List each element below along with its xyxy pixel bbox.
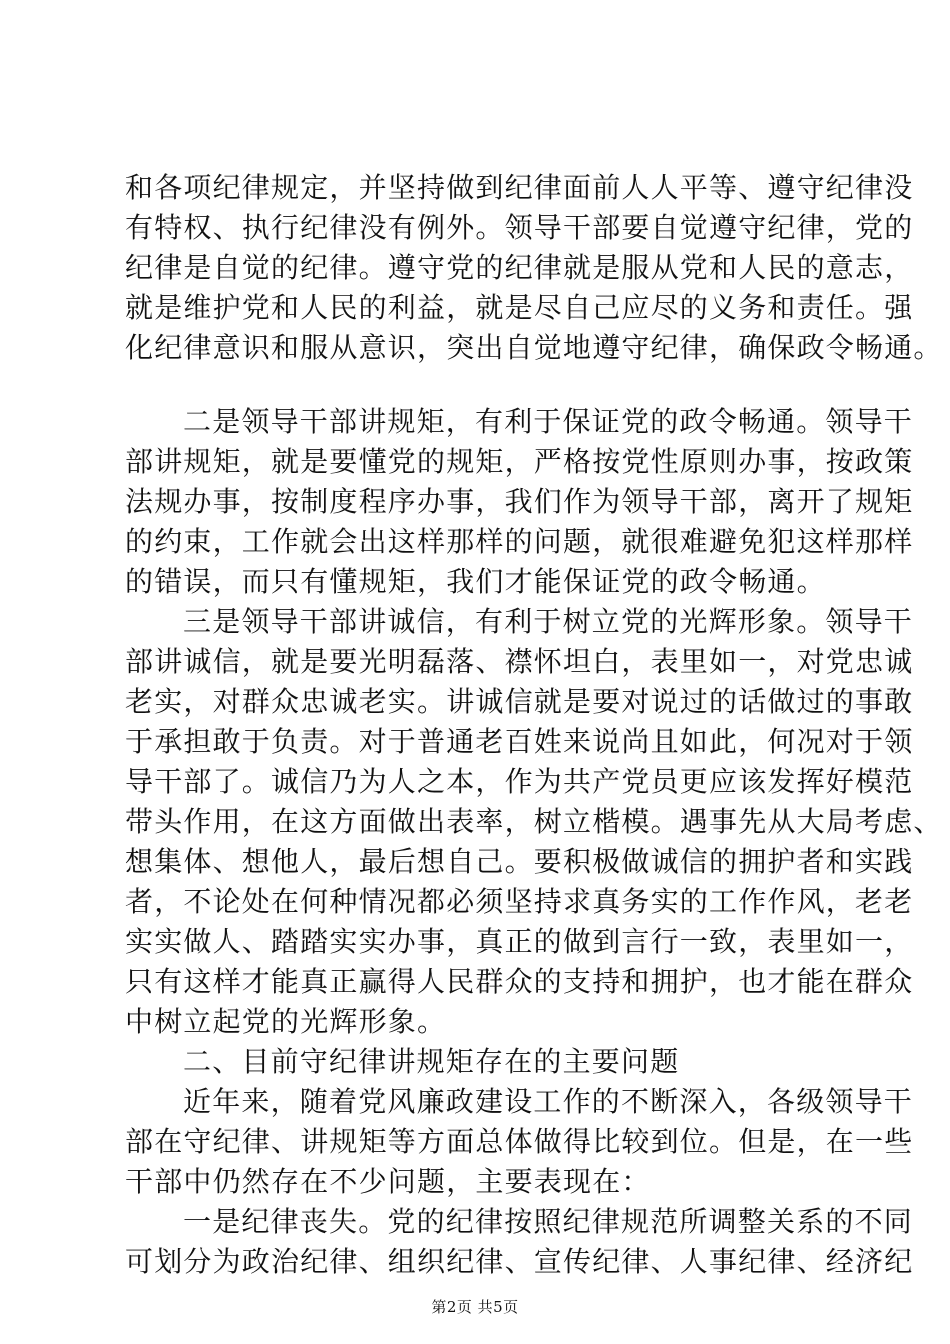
page-footer: 第2页 共5页 <box>431 1298 519 1316</box>
text-line: 只有这样才能真正赢得人民群众的支持和拥护，也才能在群众 <box>125 965 914 998</box>
text-line: 部讲诚信，就是要光明磊落、襟怀坦白，表里如一，对党忠诚 <box>125 645 914 678</box>
text-line: 的错误，而只有懂规矩，我们才能保证党的政令畅通。 <box>125 565 826 598</box>
text-line: 老实，对群众忠诚老实。讲诚信就是要对说过的话做过的事敢 <box>125 685 914 718</box>
text-line: 者，不论处在何种情况都必须坚持求真务实的工作作风，老老 <box>125 885 914 918</box>
text-line: 法规办事，按制度程序办事，我们作为领导干部，离开了规矩 <box>125 485 914 518</box>
text-line: 就是维护党和人民的利益，就是尽自己应尽的义务和责任。强 <box>125 291 914 324</box>
text-line: 实实做人、踏踏实实办事，真正的做到言行一致，表里如一， <box>125 925 914 958</box>
text-line: 中树立起党的光辉形象。 <box>125 1005 447 1038</box>
section-heading: 二、目前守纪律讲规矩存在的主要问题 <box>183 1045 680 1078</box>
text-line: 干部中仍然存在不少问题，主要表现在： <box>125 1165 651 1198</box>
text-line: 化纪律意识和服从意识，突出自觉地遵守纪律，确保政令畅通。 <box>125 331 943 364</box>
text-line: 导干部了。诚信乃为人之本，作为共产党员更应该发挥好模范 <box>125 765 914 798</box>
text-line: 三是领导干部讲诚信，有利于树立党的光辉形象。领导干 <box>183 605 914 638</box>
text-line: 想集体、想他人，最后想自己。要积极做诚信的拥护者和实践 <box>125 845 914 878</box>
text-line: 可划分为政治纪律、组织纪律、宣传纪律、人事纪律、经济纪 <box>125 1245 914 1278</box>
text-line: 近年来，随着党风廉政建设工作的不断深入，各级领导干 <box>183 1085 914 1118</box>
text-line: 部在守纪律、讲规矩等方面总体做得比较到位。但是，在一些 <box>125 1125 914 1158</box>
text-line: 二是领导干部讲规矩，有利于保证党的政令畅通。领导干 <box>183 405 914 438</box>
text-line: 带头作用，在这方面做出表率，树立楷模。遇事先从大局考虑、 <box>125 805 943 838</box>
text-line: 有特权、执行纪律没有例外。领导干部要自觉遵守纪律，党的 <box>125 211 914 244</box>
text-line: 和各项纪律规定，并坚持做到纪律面前人人平等、遵守纪律没 <box>125 171 914 204</box>
text-line: 纪律是自觉的纪律。遵守党的纪律就是服从党和人民的意志， <box>125 251 914 284</box>
text-line: 于承担敢于负责。对于普通老百姓来说尚且如此，何况对于领 <box>125 725 914 758</box>
text-line: 一是纪律丧失。党的纪律按照纪律规范所调整关系的不同 <box>183 1205 914 1238</box>
text-line: 部讲规矩，就是要懂党的规矩，严格按党性原则办事，按政策 <box>125 445 914 478</box>
text-line: 的约束，工作就会出这样那样的问题，就很难避免犯这样那样 <box>125 525 914 558</box>
